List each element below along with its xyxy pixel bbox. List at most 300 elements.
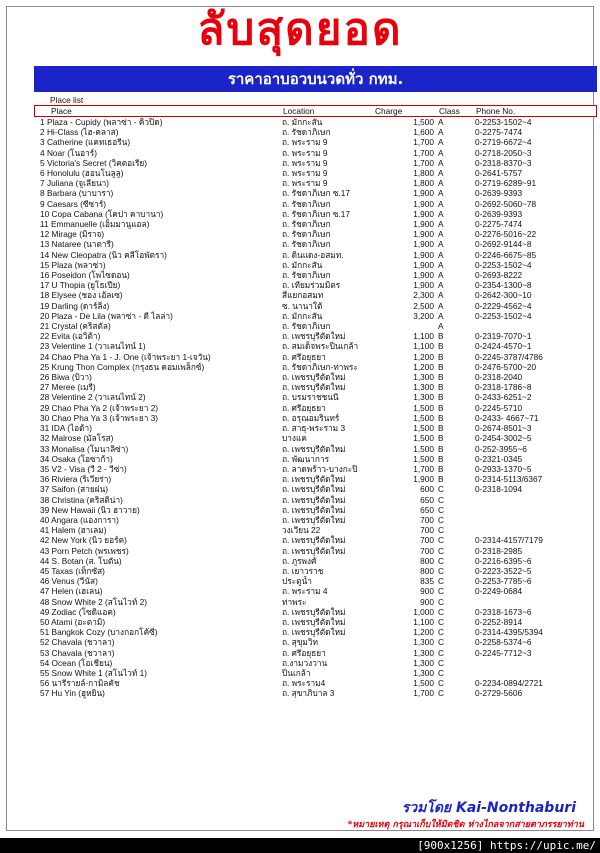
- place-number: 32: [40, 433, 50, 444]
- place-name: [40, 403, 276, 413]
- place-charge: 1,900: [413, 198, 434, 209]
- place-name: [40, 311, 276, 321]
- place-number: 12: [40, 229, 50, 240]
- table-row: [34, 352, 597, 362]
- place-class: B: [438, 392, 444, 403]
- place-name: [40, 576, 276, 586]
- table-row: [34, 290, 597, 300]
- place-class: A: [438, 290, 444, 301]
- place-location: ถ. เพชรบุรีตัดใหม่: [282, 504, 346, 515]
- place-charge: 1,500: [413, 433, 434, 444]
- place-location: ถ. รัชดาภิเษก: [282, 198, 331, 209]
- place-name: [40, 321, 276, 331]
- place-location: ถ. เพชรบุรีตัดใหม่: [282, 372, 346, 383]
- table-row: [34, 433, 597, 443]
- table-row: [34, 464, 597, 474]
- place-number: 8: [40, 188, 45, 199]
- place-location: ถ. เพชรบุรีตัดใหม่: [282, 616, 346, 627]
- place-number: 7: [40, 178, 45, 189]
- place-class: C: [438, 525, 444, 536]
- place-location: ถ. เทียมร่วมมิตร: [282, 280, 341, 291]
- place-charge: 700: [420, 514, 434, 525]
- place-location: ท่าพระ: [282, 596, 307, 607]
- place-number: 17: [40, 280, 50, 291]
- place-charge: 2,500: [413, 300, 434, 311]
- place-title: Halem (ฮาเลม): [51, 525, 107, 536]
- place-class: C: [438, 555, 444, 566]
- place-title: Crystal (คริสตัล): [51, 321, 111, 332]
- table-row: [34, 219, 597, 229]
- place-charge: 700: [420, 525, 434, 536]
- header-place: Place: [51, 106, 72, 116]
- place-name: [40, 168, 276, 178]
- place-name: [40, 495, 276, 505]
- place-class: A: [438, 300, 444, 311]
- place-phone: 0-2258-5374~6: [475, 637, 532, 648]
- place-title: Hi-Class (ไฮ-คลาส): [46, 127, 119, 138]
- place-charge: 650: [420, 494, 434, 505]
- table-row: [34, 117, 597, 127]
- place-charge: 3,200: [413, 310, 434, 321]
- place-charge: 1,900: [413, 474, 434, 485]
- place-class: B: [438, 433, 444, 444]
- place-title: Venus (วีนัส): [51, 576, 98, 587]
- place-charge: 1,500: [413, 443, 434, 454]
- place-charge: 1,900: [413, 280, 434, 291]
- place-name: [40, 433, 276, 443]
- place-phone: 0-2229-4562~4: [475, 300, 532, 311]
- place-name: [40, 341, 276, 351]
- place-location: ถ. พระราม 9: [282, 168, 328, 179]
- place-number: 23: [40, 341, 50, 352]
- table-row: [34, 321, 597, 331]
- table-row: [34, 178, 597, 188]
- table-row: [34, 392, 597, 402]
- place-charge: 1,000: [413, 606, 434, 617]
- place-name: [40, 209, 276, 219]
- place-class: B: [438, 474, 444, 485]
- place-name: [40, 290, 276, 300]
- place-location: ถ. สุขุมวิท: [282, 637, 318, 648]
- place-number: 5: [40, 157, 45, 168]
- place-name: [40, 148, 276, 158]
- place-title: New York (นิว ยอร์ค): [51, 535, 127, 546]
- place-name: [40, 250, 276, 260]
- table-row: [34, 127, 597, 137]
- table-row: [34, 505, 597, 515]
- place-name: [40, 668, 276, 678]
- place-title: Chao Pha Ya 1 - J. One (เจ้าพระยา 1-เจวัน): [51, 351, 211, 362]
- place-phone: 0-2275-7474: [475, 127, 523, 138]
- place-name: [40, 535, 276, 545]
- place-location: ถ. เยาวราช: [282, 565, 324, 576]
- place-location: ถ. รัชดาภิเษก ซ.17: [282, 208, 351, 219]
- place-class: C: [438, 627, 444, 638]
- place-location: ถ. มักกะสัน: [282, 117, 323, 127]
- place-name: [40, 199, 276, 209]
- place-phone: 0-2318-1094: [475, 484, 523, 495]
- place-phone: 0-2424-4570~1: [475, 341, 532, 352]
- place-name: [40, 352, 276, 362]
- place-location: ถ. พระราม 9: [282, 147, 328, 158]
- place-class: A: [438, 249, 444, 260]
- place-phone: 0-2718-2050~3: [475, 147, 532, 158]
- place-class: A: [438, 219, 444, 230]
- place-class: C: [438, 616, 444, 627]
- place-class: A: [438, 137, 444, 148]
- place-location: ถ. รัชดาภิเษก-ท่าพระ: [282, 361, 358, 372]
- place-number: 29: [40, 402, 50, 413]
- place-name: [40, 239, 276, 249]
- table-row: [34, 556, 597, 566]
- table-row: [34, 637, 597, 647]
- place-name: [40, 158, 276, 168]
- place-location: ถ. พระราม 9: [282, 157, 328, 168]
- place-title: IDA (ไอด้า): [51, 423, 92, 434]
- place-name: [40, 301, 276, 311]
- place-phone: 0-2314-4157/7179: [475, 535, 543, 546]
- place-number: 44: [40, 555, 50, 566]
- place-charge: 1,200: [413, 361, 434, 372]
- place-class: A: [438, 239, 444, 250]
- place-location: ถ. สมเด็จพระปิ่นเกล้า: [282, 341, 359, 352]
- place-number: 40: [40, 514, 50, 525]
- place-class: B: [438, 412, 444, 423]
- place-charge: 1,500: [413, 678, 434, 689]
- place-location: ถ. รัชดาภิเษก: [282, 239, 331, 250]
- place-title: Caesars (ซีซาร์): [46, 198, 107, 209]
- table-row: [34, 484, 597, 494]
- place-title: U Thopia (ยูโธเปีย): [51, 280, 121, 291]
- place-number: 16: [40, 270, 50, 281]
- place-phone: 0-2692-9144~8: [475, 239, 532, 250]
- place-title: Emmanuelle (เอ็มมานูแอล): [50, 219, 150, 230]
- place-class: A: [438, 127, 444, 138]
- place-number: 54: [40, 657, 50, 668]
- place-phone: 0-2729-5606: [475, 688, 523, 699]
- place-location: ถ. พระราม 9: [282, 178, 328, 189]
- place-number: 1: [40, 117, 45, 127]
- place-name: [40, 178, 276, 188]
- table-row: [34, 270, 597, 280]
- place-title: Plaza - De Lila (พลาซ่า - ดี ไลล่า): [51, 310, 173, 321]
- table-row: [34, 495, 597, 505]
- place-charge: 1,800: [413, 178, 434, 189]
- table-row: [34, 301, 597, 311]
- place-name: [40, 270, 276, 280]
- place-title: Barbara (บาบารา): [46, 188, 114, 199]
- table-row: [34, 158, 597, 168]
- place-location: ปิ่นเกล้า: [282, 667, 311, 678]
- place-number: 47: [40, 586, 50, 597]
- place-charge: 700: [420, 535, 434, 546]
- place-class: B: [438, 361, 444, 372]
- place-number: 56: [40, 678, 50, 689]
- table-row: [34, 199, 597, 209]
- place-name: [40, 556, 276, 566]
- place-number: 50: [40, 616, 50, 627]
- place-charge: 1,300: [413, 647, 434, 658]
- place-charge: 800: [420, 555, 434, 566]
- place-class: C: [438, 545, 444, 556]
- place-title: Poseidon (โพไซดอน): [51, 270, 130, 281]
- place-class: C: [438, 678, 444, 689]
- place-name: [40, 658, 276, 668]
- table-row: [34, 331, 597, 341]
- place-charge: 1,300: [413, 667, 434, 678]
- place-name: [40, 444, 276, 454]
- table-row: [34, 372, 597, 382]
- place-charge: 1,100: [413, 331, 434, 342]
- image-footer-bar: [0, 838, 600, 853]
- header-location: Location: [283, 106, 315, 116]
- place-phone: 0-2639-9393: [475, 188, 523, 199]
- place-title: Biwa (บิวา): [51, 372, 92, 383]
- place-name: [40, 597, 276, 607]
- place-title: Chao Pha Ya 2 (เจ้าพระยา 2): [51, 402, 159, 413]
- place-location: ถ. ลาดพร้าว-บางกะปิ: [282, 463, 358, 474]
- place-title: Evita (เอวิต้า): [51, 331, 101, 342]
- place-phone: 0-2223-3522~5: [475, 565, 532, 576]
- place-number: 42: [40, 535, 50, 546]
- place-phone: 0-2252-8914: [475, 616, 523, 627]
- table-row: [34, 648, 597, 658]
- place-class: A: [438, 270, 444, 281]
- table-row: [34, 260, 597, 270]
- table-row: [34, 250, 597, 260]
- place-number: 21: [40, 321, 50, 332]
- place-location: ถ. รัชดาภิเษก: [282, 321, 331, 332]
- place-class: C: [438, 586, 444, 597]
- place-phone: 0-2253-1502~4: [475, 117, 532, 127]
- place-location: ถ. ภูรพงศ์: [282, 555, 317, 566]
- place-name: [40, 362, 276, 372]
- place-class: C: [438, 667, 444, 678]
- place-charge: 1,200: [413, 627, 434, 638]
- place-location: ถ. พัฒนาการ: [282, 453, 330, 464]
- place-name: [40, 505, 276, 515]
- place-class: C: [438, 596, 444, 607]
- place-title: Noar (โนอาร์): [46, 147, 97, 158]
- place-charge: 650: [420, 504, 434, 515]
- place-name: [40, 678, 276, 688]
- place-class: C: [438, 576, 444, 587]
- place-location: บางแค: [282, 433, 307, 444]
- place-phone: 0-2253-1502~4: [475, 259, 532, 270]
- place-title: Catherine (แคทเธอรีน): [46, 137, 131, 148]
- place-title: Hu Yin (ฮูหยิน): [51, 688, 105, 699]
- place-charge: 1,800: [413, 168, 434, 179]
- place-charge: 1,900: [413, 208, 434, 219]
- table-row: [34, 607, 597, 617]
- banner-heading: ราคาอาบอวบนวดทั่ว กทม.: [34, 66, 597, 92]
- place-number: 6: [40, 168, 45, 179]
- place-name: [40, 423, 276, 433]
- place-number: 37: [40, 484, 50, 495]
- place-number: 53: [40, 647, 50, 658]
- place-number: 45: [40, 565, 50, 576]
- place-class: B: [438, 351, 444, 362]
- watermark-text: [900x1256] https://upic.me/: [417, 839, 596, 852]
- place-charge: 1,900: [413, 219, 434, 230]
- place-phone: 0-2433-6251~2: [475, 392, 532, 403]
- place-class: A: [438, 147, 444, 158]
- table-row: [34, 535, 597, 545]
- place-name: [40, 484, 276, 494]
- place-title: Porn Petch (พรเพชร): [51, 545, 129, 556]
- place-location: ประตูน้ำ: [282, 576, 312, 587]
- place-name: [40, 525, 276, 535]
- header-class: Class: [439, 106, 460, 116]
- place-location: ถ. เพชรบุรีตัดใหม่: [282, 443, 346, 454]
- header-phone: Phone No.: [476, 106, 516, 116]
- place-number: 36: [40, 474, 50, 485]
- place-number: 13: [40, 239, 50, 250]
- place-title: Honolulu (ฮอนโนลูลู): [46, 168, 124, 179]
- place-title: Snow White 2 (สโนไวท์ 2): [51, 596, 147, 607]
- place-charge: 1,500: [413, 423, 434, 434]
- place-title: Helen (เฮเลน): [51, 586, 103, 597]
- place-charge: 835: [420, 576, 434, 587]
- place-location: ถ. พระราม 9: [282, 137, 328, 148]
- place-phone: 0-2674-8501~3: [475, 423, 532, 434]
- place-location: ถ. เพชรบุรีตัดใหม่: [282, 484, 346, 495]
- place-class: A: [438, 310, 444, 321]
- place-name: [40, 219, 276, 229]
- place-charge: 1,500: [413, 412, 434, 423]
- place-phone: 0-2933-1370~5: [475, 463, 532, 474]
- place-title: V2 - Visa (วี 2 - วีซ่า): [51, 463, 127, 474]
- place-charge: 1,900: [413, 270, 434, 281]
- table-row: [34, 474, 597, 484]
- place-location: ถ. เพชรบุรีตัดใหม่: [282, 494, 346, 505]
- place-number: 22: [40, 331, 50, 342]
- place-phone: 0-2245-3787/4786: [475, 351, 543, 362]
- place-name: [40, 331, 276, 341]
- place-charge: 1,900: [413, 239, 434, 250]
- place-class: A: [438, 178, 444, 189]
- place-class: B: [438, 443, 444, 454]
- place-number: 48: [40, 596, 50, 607]
- place-phone: 0-2454-3002~5: [475, 433, 532, 444]
- place-phone: 0-2319-7070~1: [475, 331, 532, 342]
- place-charge: 800: [420, 565, 434, 576]
- place-charge: 1,500: [413, 402, 434, 413]
- place-class: A: [438, 208, 444, 219]
- place-number: 41: [40, 525, 50, 536]
- footnote: *หมายเหตุ กรุณาเก็บให้มิดชิด ห่างไกลจากสายตาภรรยาท่าน: [347, 820, 584, 830]
- table-body: [34, 117, 597, 699]
- place-class: A: [438, 280, 444, 291]
- place-class: C: [438, 514, 444, 525]
- place-class: C: [438, 535, 444, 546]
- place-number: 20: [40, 310, 50, 321]
- place-class: A: [438, 157, 444, 168]
- place-number: 57: [40, 688, 50, 699]
- place-location: ถ. เพชรบุรีตัดใหม่: [282, 535, 346, 546]
- place-class: C: [438, 504, 444, 515]
- place-name: [40, 637, 276, 647]
- place-location: ถ. เพชรบุรีตัดใหม่: [282, 514, 346, 525]
- place-charge: 1,300: [413, 372, 434, 383]
- place-class: A: [438, 117, 444, 127]
- place-location: ถ. เพชรบุรีตัดใหม่: [282, 382, 346, 393]
- place-class: B: [438, 372, 444, 383]
- place-phone: 0-2245-5710: [475, 402, 523, 413]
- place-title: Juliana (จูเลียนา): [46, 178, 110, 189]
- place-phone: 0-2692-5060~78: [475, 198, 537, 209]
- table-row: [34, 168, 597, 178]
- place-title: Ocean (โอเชียน): [51, 657, 113, 668]
- place-title: Malrose (มัลโรส): [51, 433, 114, 444]
- place-name: [40, 392, 276, 402]
- place-class: C: [438, 606, 444, 617]
- place-location: ถ. เพชรบุรีตัดใหม่: [282, 545, 346, 556]
- place-name: [40, 127, 276, 137]
- table-row: [34, 280, 597, 290]
- place-location: ซ. นานาใต้: [282, 300, 323, 311]
- place-title: Zodiac (โซดิแอค): [51, 606, 116, 617]
- place-name: [40, 648, 276, 658]
- table-row: [34, 229, 597, 239]
- place-location: ถ.งามวงวาน: [282, 657, 328, 668]
- place-number: 25: [40, 361, 50, 372]
- place-charge: 900: [420, 586, 434, 597]
- table-row: [34, 617, 597, 627]
- place-number: 14: [40, 249, 50, 260]
- place-phone: 0-2245-7712~3: [475, 647, 532, 658]
- place-title: Osaka (โอซาก้า): [51, 453, 113, 464]
- place-name: [40, 413, 276, 423]
- place-charge: 1,100: [413, 341, 434, 352]
- place-name: [40, 137, 276, 147]
- place-number: 39: [40, 504, 50, 515]
- place-number: 33: [40, 443, 50, 454]
- place-charge: 1,700: [413, 688, 434, 699]
- place-location: ถ. พระราม 4: [282, 586, 328, 597]
- place-phone: 0-2318-2985: [475, 545, 523, 556]
- place-class: A: [438, 168, 444, 179]
- place-location: ถ. สาธุ-พระราม 3: [282, 423, 346, 434]
- place-class: A: [438, 198, 444, 209]
- place-title: New Hawaii (นิว ฮาวาย): [51, 504, 140, 515]
- place-title: Nataree (นาตารี): [51, 239, 114, 250]
- place-charge: 700: [420, 545, 434, 556]
- place-phone: 0-2275-7474: [475, 219, 523, 230]
- place-phone: 0-2719-6289~91: [475, 178, 537, 189]
- place-charge: 600: [420, 484, 434, 495]
- place-title: Angara (แองการา): [51, 514, 119, 525]
- place-class: B: [438, 453, 444, 464]
- place-phone: 0-2318-8370~3: [475, 157, 532, 168]
- place-charge: 1,300: [413, 657, 434, 668]
- table-row: [34, 444, 597, 454]
- table-row: [34, 148, 597, 158]
- place-name: [40, 372, 276, 382]
- place-class: C: [438, 494, 444, 505]
- place-title: Darling (ดาร์ลิ่ง): [51, 300, 110, 311]
- table-row: [34, 341, 597, 351]
- place-phone: 0-2216-6395~6: [475, 555, 532, 566]
- place-phone: 0-2641-5757: [475, 168, 523, 179]
- place-table: [34, 95, 597, 699]
- place-phone: 0-2719-6672~4: [475, 137, 532, 148]
- place-number: 19: [40, 300, 50, 311]
- place-number: 27: [40, 382, 50, 393]
- place-class: C: [438, 565, 444, 576]
- place-number: 51: [40, 627, 50, 638]
- place-location: สี่แยกอสมท: [282, 290, 324, 301]
